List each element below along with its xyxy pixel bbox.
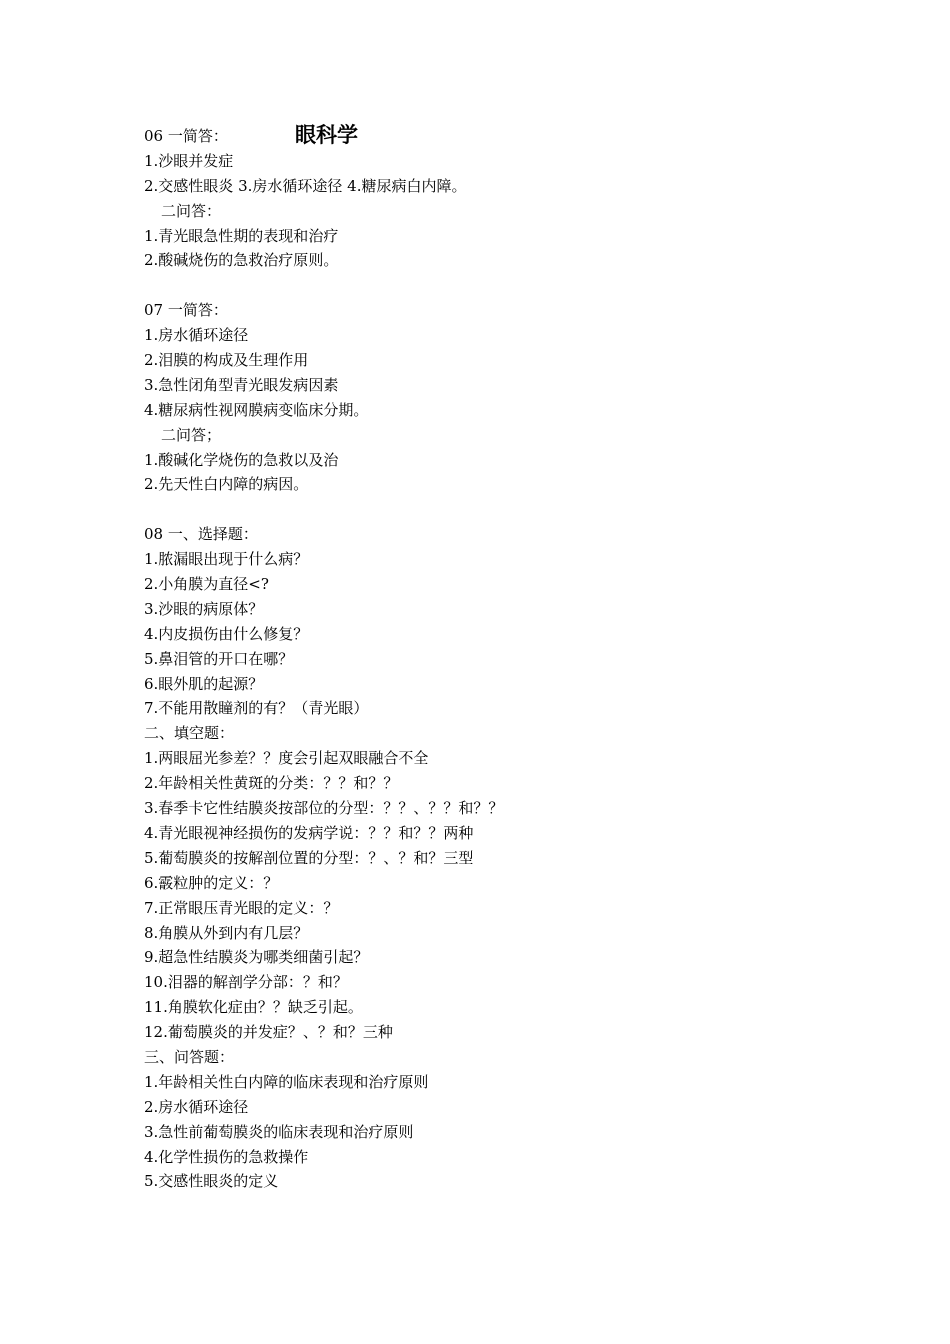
list-item: 7.不能用散瞳剂的有？（青光眼）: [144, 699, 369, 718]
list-item: 6.霰粒肿的定义：？: [144, 873, 279, 892]
list-item: 5.交感性眼炎的定义: [144, 1172, 279, 1191]
section-06-heading: 06 一简答：: [144, 127, 228, 145]
list-item: 11.角膜软化症由？？缺乏引起。: [144, 998, 363, 1017]
list-item: 2.房水循环途径: [144, 1097, 249, 1116]
list-item: 1.酸碱化学烧伤的急救以及治: [144, 450, 339, 469]
fill-blank-heading: 二、填空题：: [144, 724, 235, 743]
list-item: 6.眼外肌的起源？: [144, 674, 264, 693]
list-item: 3.沙眼的病原体？: [144, 599, 264, 618]
list-item: 5.鼻泪管的开口在哪？: [144, 649, 294, 668]
list-item: 7.正常眼压青光眼的定义：？: [144, 898, 339, 917]
list-item: 2.酸碱烧伤的急救治疗原则。: [144, 251, 339, 270]
section-08-heading: 08 一、选择题：: [144, 525, 258, 544]
list-item: 8.角膜从外到内有几层？: [144, 923, 309, 942]
list-item: 9.超急性结膜炎为哪类细菌引起？: [144, 948, 369, 967]
blank-line: [144, 273, 844, 298]
list-item: 5.葡萄膜炎的按解剖位置的分型：？、？和？三型: [144, 848, 474, 867]
list-item: 3.春季卡它性结膜炎按部位的分型：？？、？？和？？: [144, 799, 504, 818]
section-06-subheading: 二问答：: [161, 201, 222, 220]
list-item: 1.青光眼急性期的表现和治疗: [144, 226, 339, 245]
list-item: 4.糖尿病性视网膜病变临床分期。: [144, 400, 369, 419]
list-item: 10.泪器的解剖学分部：？和？: [144, 973, 348, 992]
section-06-heading-row: [144, 124, 844, 149]
list-item: 2.交感性眼炎 3.房水循环途径 4.糖尿病白内障。: [144, 176, 467, 195]
list-item: 3.急性前葡萄膜炎的临床表现和治疗原则: [144, 1122, 414, 1141]
document-title: 眼科学: [295, 123, 358, 147]
list-item: 1.两眼屈光参差？？度会引起双眼融合不全: [144, 749, 429, 768]
list-item: 4.化学性损伤的急救操作: [144, 1147, 309, 1166]
list-item: 2.先天性白内障的病因。: [144, 475, 309, 494]
list-item: 4.内皮损伤由什么修复？: [144, 624, 309, 643]
list-item: 1.年龄相关性白内障的临床表现和治疗原则: [144, 1072, 429, 1091]
list-item: 4.青光眼视神经损伤的发病学说：？？和？？两种: [144, 823, 474, 842]
list-item: 2.泪膜的构成及生理作用: [144, 351, 309, 370]
section-07-heading: 07 一简答：: [144, 301, 228, 320]
document-page: [144, 124, 844, 1194]
list-item: 12.葡萄膜炎的并发症？、？和？三种: [144, 1023, 393, 1042]
list-item: 1.房水循环途径: [144, 326, 249, 345]
list-item: 3.急性闭角型青光眼发病因素: [144, 375, 339, 394]
blank-line: [144, 497, 844, 522]
list-item: 1.沙眼并发症: [144, 151, 234, 170]
section-07-subheading: 二问答；: [161, 425, 222, 444]
list-item: 2.小角膜为直径<?: [144, 575, 269, 594]
list-item: 2.年龄相关性黄斑的分类：？？和？？: [144, 774, 399, 793]
qa-heading: 三、问答题：: [144, 1047, 235, 1066]
list-item: 1.脓漏眼出现于什么病？: [144, 550, 309, 569]
